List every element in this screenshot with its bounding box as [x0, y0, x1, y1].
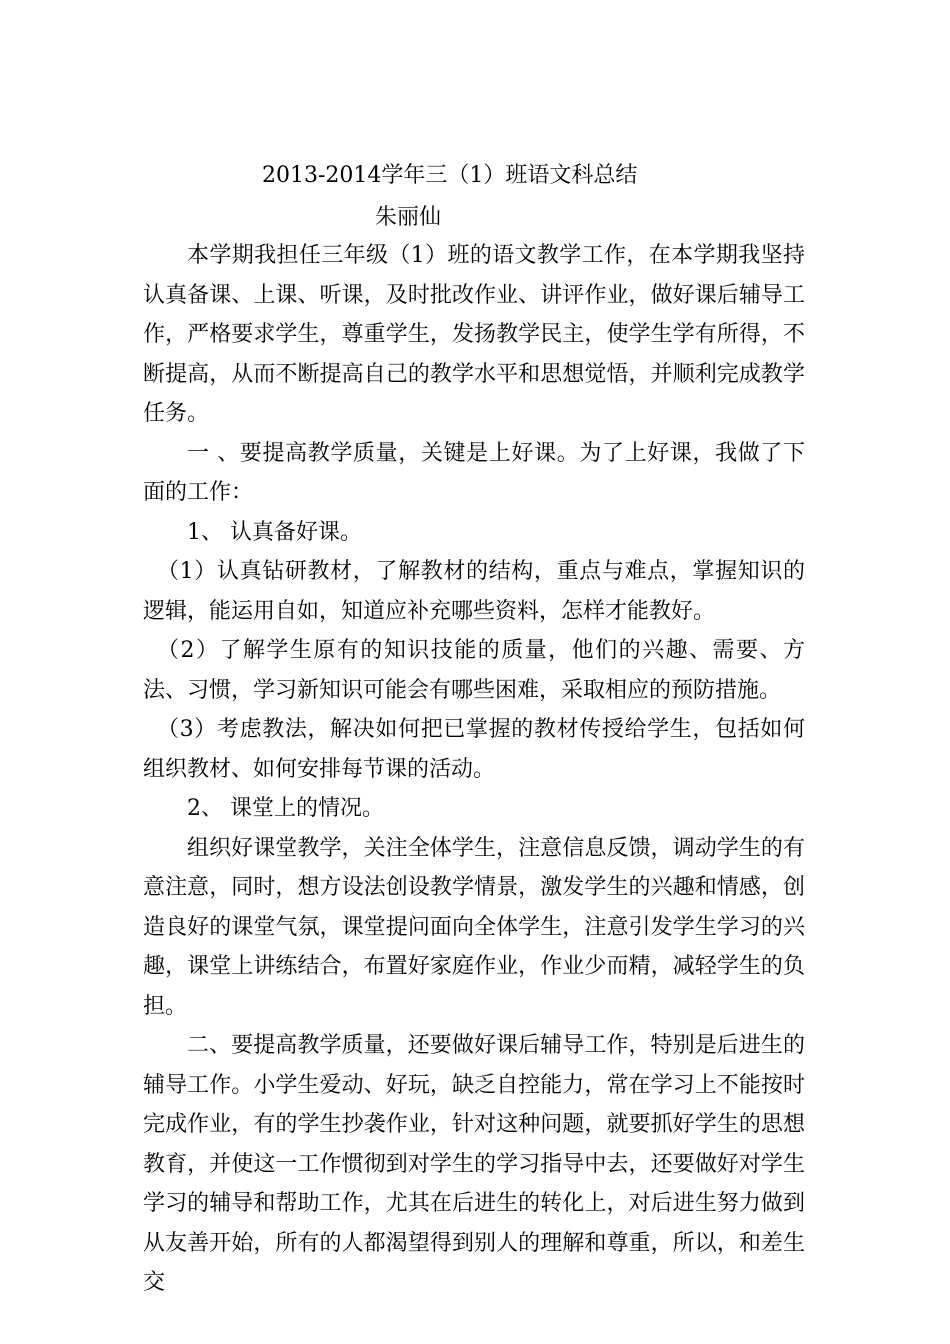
- paragraph-section-1: 一 、要提高教学质量，关键是上好课。为了上好课，我做了下面的工作：: [143, 440, 805, 505]
- paragraph-classroom: 组织好课堂教学，关注全体学生，注意信息反馈，调动学生的有意注意，同时，想方设法创设教学情景，激发学生的兴趣和情感，创造良好的课堂气氛，课堂提问面向全体学生，注意引发学生学习的兴趣，课堂上讲练结合，布置好家庭作业，作业少而精，减轻学生的负担。: [143, 835, 805, 1019]
- paragraph-sub-3: （3）考虑教法，解决如何把已掌握的教材传授给学生，包括如何组织教材、如何安排每节课的活动。: [143, 717, 805, 782]
- paragraph-section-2: 二、要提高教学质量，还要做好课后辅导工作，特别是后进生的辅导工作。小学生爱动、好玩，缺乏自控能力，常在学习上不能按时完成作业，有的学生抄袭作业，针对这种问题，就要抓好学生的思想教育，并使这一工作惯彻到对学生的学习指导中去，还要做好对学生学习的辅导和帮助工作，尤其在后进生的转化上，对后进生努力做到从友善开始，所有的人都渴望得到别人的理解和尊重，所以，和差生交: [143, 1033, 805, 1295]
- paragraph-item-2: 2、 课堂上的情况。: [187, 796, 384, 821]
- paragraph-item-1: 1、 认真备好课。: [187, 519, 362, 545]
- document-author: 朱丽仙: [375, 205, 442, 230]
- paragraph-intro: 本学期我担任三年级（1）班的语文教学工作，在本学期我坚持认真备课、上课、听课，及时批改作业、讲评作业，做好课后辅导工作，严格要求学生，尊重学生，发扬教学民主，使学生学有所得，不断提高，从而不断提高自己的教学水平和思想觉悟，并顺利完成教学任务。: [143, 243, 805, 426]
- document-title: 2013-2014学年三（1）班语文科总结: [262, 163, 638, 188]
- document-body: [143, 236, 805, 1303]
- paragraph-sub-1: （1）认真钻研教材，了解教材的结构，重点与难点，掌握知识的逻辑，能运用自如，知道应补充哪些资料，怎样才能教好。: [143, 559, 805, 624]
- paragraph-sub-2: （2）了解学生原有的知识技能的质量，他们的兴趣、需要、方法、习惯，学习新知识可能会有哪些困难，采取相应的预防措施。: [143, 638, 805, 703]
